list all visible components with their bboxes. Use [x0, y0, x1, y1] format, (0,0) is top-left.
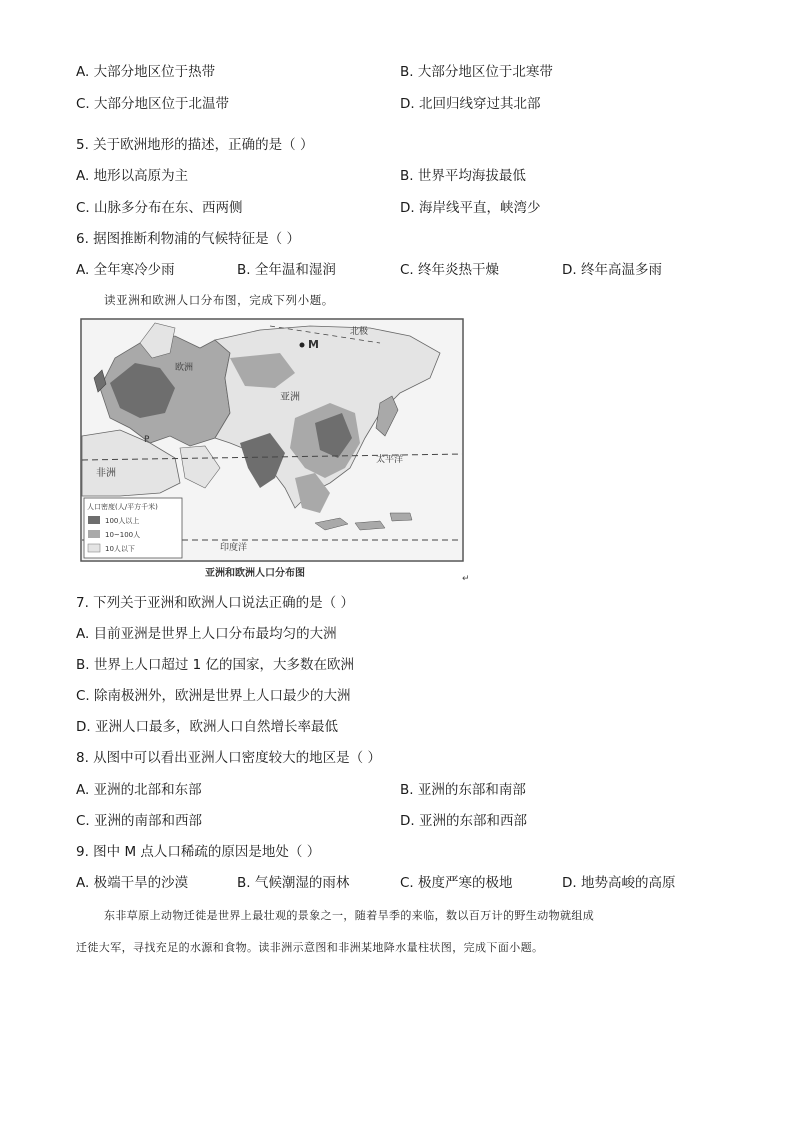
label-arctic: 北极 [350, 327, 369, 337]
label-pacific: 太平洋 [376, 455, 404, 465]
legend-item-high: 100人以上 [105, 517, 140, 525]
legend-title: 人口密度(人/平方千米) [87, 503, 158, 511]
legend-item-mid: 10~100人 [105, 531, 141, 539]
q8-option-a: A. 亚洲的北部和东部 [76, 782, 202, 798]
q6-stem: 6. 据图推断利物浦的气候特征是（ ） [76, 231, 300, 247]
legend-swatch-mid [88, 530, 100, 538]
q5-stem: 5. 关于欧洲地形的描述，正确的是（ ） [76, 137, 314, 153]
q4-option-b: B. 大部分地区位于北寒带 [400, 64, 553, 80]
q6-option-b: B. 全年温和湿润 [237, 262, 336, 278]
q7-option-b: B. 世界上人口超过 1 亿的国家，大多数在欧洲 [76, 657, 355, 673]
asia-europe-population-map [80, 318, 464, 580]
label-europe: 欧洲 [175, 363, 194, 373]
legend-item-low: 10人以下 [105, 545, 135, 553]
legend-swatch-low [88, 544, 100, 552]
q8-option-b: B. 亚洲的东部和南部 [400, 782, 526, 798]
q8-option-d: D. 亚洲的东部和西部 [400, 813, 527, 829]
legend-swatch-high [88, 516, 100, 524]
label-p-point: P [144, 435, 150, 445]
q9-option-d: D. 地势高峻的高原 [562, 875, 676, 891]
map-caption: 亚洲和欧洲人口分布图 [205, 568, 305, 579]
africa-intro-line1: 东非草原上动物迁徙是世界上最壮观的景象之一，随着旱季的来临，数以百万计的野生动物就组成 [104, 909, 595, 922]
label-indian-ocean: 印度洋 [220, 543, 248, 553]
q4-option-a: A. 大部分地区位于热带 [76, 64, 216, 80]
africa-intro-line2: 迁徙大军，寻找充足的水源和食物。读非洲示意图和非洲某地降水量柱状图，完成下面小题。 [76, 941, 544, 954]
q6-option-a: A. 全年寒冷少雨 [76, 262, 175, 278]
return-mark-icon: ↵ [462, 574, 470, 584]
label-asia: 亚洲 [280, 392, 300, 403]
q7-option-a: A. 目前亚洲是世界上人口分布最均匀的大洲 [76, 626, 337, 642]
q8-stem: 8. 从图中可以看出亚洲人口密度较大的地区是（ ） [76, 750, 381, 766]
q9-option-b: B. 气候潮湿的雨林 [237, 875, 350, 891]
q6-option-d: D. 终年高温多雨 [562, 262, 662, 278]
label-m-point: M [308, 338, 319, 351]
q5-option-c: C. 山脉多分布在东、西两侧 [76, 200, 243, 216]
q5-option-d: D. 海岸线平直，峡湾少 [400, 200, 541, 216]
q9-option-c: C. 极度严寒的极地 [400, 875, 513, 891]
q4-option-c: C. 大部分地区位于北温带 [76, 96, 230, 112]
q5-option-b: B. 世界平均海拔最低 [400, 168, 526, 184]
q8-option-c: C. 亚洲的南部和西部 [76, 813, 203, 829]
m-point-marker [300, 343, 305, 348]
q7-option-d: D. 亚洲人口最多，欧洲人口自然增长率最低 [76, 719, 338, 735]
label-africa: 非洲 [96, 468, 116, 479]
map-legend [84, 498, 182, 558]
q4-option-d: D. 北回归线穿过其北部 [400, 96, 541, 112]
q5-option-a: A. 地形以高原为主 [76, 168, 189, 184]
q7-option-c: C. 除南极洲外，欧洲是世界上人口最少的大洲 [76, 688, 351, 704]
q9-option-a: A. 极端干旱的沙漠 [76, 875, 189, 891]
map-intro: 读亚洲和欧洲人口分布图，完成下列小题。 [104, 293, 334, 307]
q7-stem: 7. 下列关于亚洲和欧洲人口说法正确的是（ ） [76, 595, 354, 611]
q6-option-c: C. 终年炎热干燥 [400, 262, 500, 278]
q9-stem: 9. 图中 M 点人口稀疏的原因是地处（ ） [76, 844, 321, 860]
